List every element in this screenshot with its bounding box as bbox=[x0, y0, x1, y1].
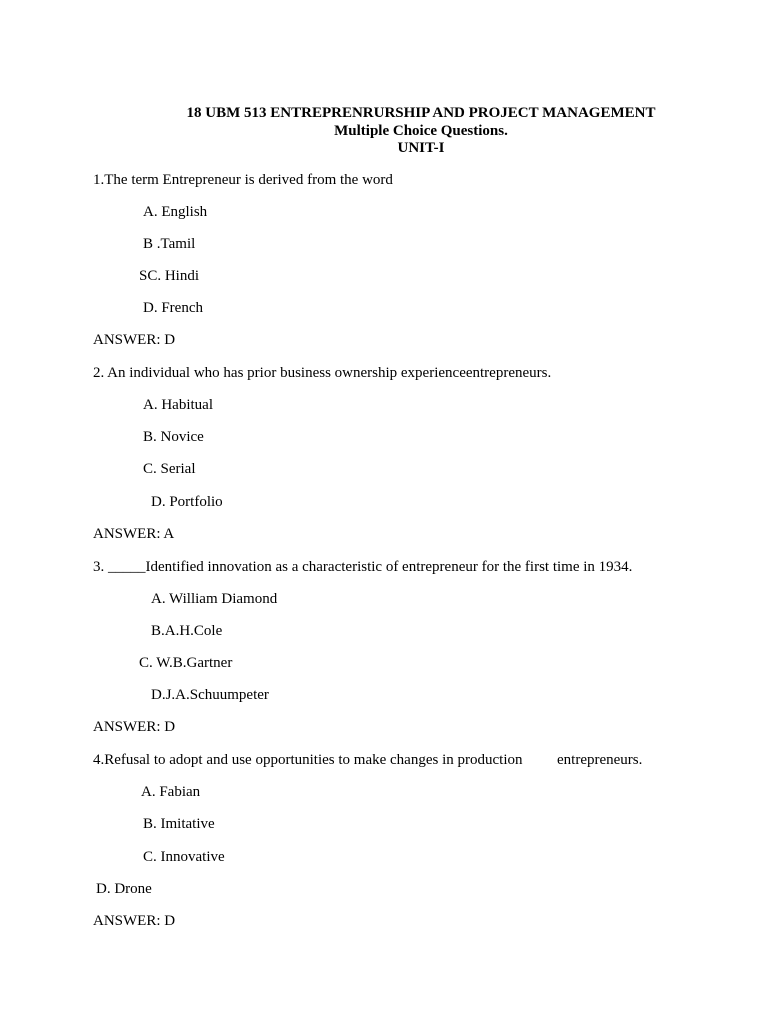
q3-option-b: B.A.H.Cole bbox=[151, 623, 223, 639]
q3-option-a: A. William Diamond bbox=[151, 591, 278, 607]
unit-heading: UNIT-I bbox=[397, 140, 445, 156]
q2-answer: ANSWER: A bbox=[93, 526, 175, 542]
q2-option-d: D. Portfolio bbox=[151, 494, 223, 510]
q1-option-d: D. French bbox=[143, 300, 203, 316]
question-4: 4.Refusal to adopt and use opportunities to make changes in production bbox=[93, 752, 523, 768]
q3-text: Identified innovation as a characteristic of entrepreneur for the first time in 1934. bbox=[145, 559, 633, 575]
q4-answer: ANSWER: D bbox=[93, 913, 176, 929]
q4-option-c: C. Innovative bbox=[143, 849, 225, 865]
q1-option-c: SC. Hindi bbox=[139, 268, 200, 284]
q2-option-b: B. Novice bbox=[143, 429, 204, 445]
q3-option-d: D.J.A.Schuumpeter bbox=[151, 687, 269, 703]
document-subtitle: Multiple Choice Questions. bbox=[334, 123, 508, 139]
question-1: 1.The term Entrepreneur is derived from the word bbox=[93, 172, 393, 188]
q3-option-c: C. W.B.Gartner bbox=[139, 655, 233, 671]
course-title: 18 UBM 513 ENTREPRENRURSHIP AND PROJECT MANAGEMENT bbox=[186, 105, 656, 121]
q1-option-a: A. English bbox=[143, 204, 208, 220]
q2-option-c: C. Serial bbox=[143, 461, 196, 477]
q4-option-d: D. Drone bbox=[96, 881, 152, 897]
q2-option-a: A. Habitual bbox=[143, 397, 213, 413]
q4-option-a: A. Fabian bbox=[141, 784, 201, 800]
question-2: 2. An individual who has prior business ownership experienceentrepreneurs. bbox=[93, 365, 552, 381]
q1-answer: ANSWER: D bbox=[93, 332, 176, 348]
q4-question-tail: entrepreneurs. bbox=[557, 752, 643, 768]
q4-option-b: B. Imitative bbox=[143, 816, 215, 832]
q1-option-b: B .Tamil bbox=[143, 236, 196, 252]
question-3 bbox=[93, 558, 632, 576]
q3-blank: 3. _____ bbox=[93, 559, 146, 575]
q3-answer: ANSWER: D bbox=[93, 719, 176, 735]
